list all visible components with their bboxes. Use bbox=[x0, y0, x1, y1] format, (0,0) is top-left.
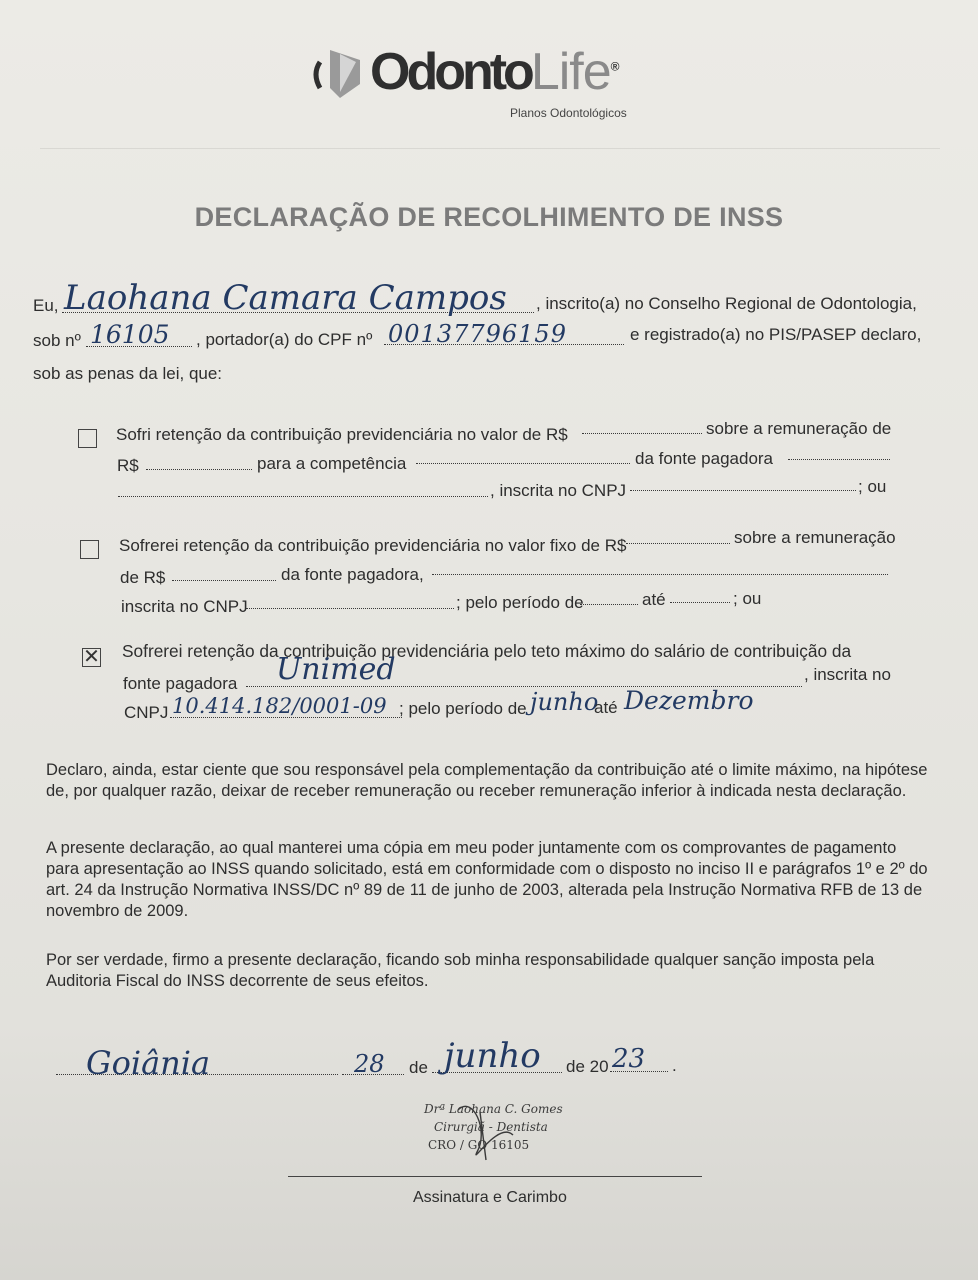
logo-brand-bold: Odonto bbox=[370, 43, 531, 101]
option2-to-line bbox=[670, 602, 730, 603]
option1-checkbox[interactable] bbox=[78, 429, 97, 448]
option2-text-2b: da fonte pagadora, bbox=[281, 565, 424, 584]
document-title: DECLARAÇÃO DE RECOLHIMENTO DE INSS bbox=[194, 202, 784, 232]
logo-tagline: Planos Odontológicos bbox=[510, 106, 627, 120]
intro-eu: Eu, bbox=[33, 296, 59, 315]
signature-line bbox=[288, 1176, 702, 1177]
intro-penas: sob as penas da lei, que: bbox=[33, 364, 223, 383]
option1-text-1b: sobre a remuneração de bbox=[706, 419, 892, 438]
paragraph-conformity bbox=[46, 838, 931, 922]
date-period: . bbox=[672, 1056, 677, 1075]
option2-value-line bbox=[626, 543, 730, 544]
odontolife-logo bbox=[310, 40, 650, 130]
date-de-2: de 20 bbox=[566, 1057, 609, 1076]
option1-text-1a: Sofri retenção da contribuição previdenciária no valor de R$ bbox=[116, 425, 568, 444]
intro-sob: sob nº bbox=[33, 331, 81, 350]
option3-text-2a: fonte pagadora bbox=[123, 674, 238, 693]
logo-brand-light: Life bbox=[530, 43, 611, 101]
paragraph-text: Por ser verdade, firmo a presente declaração, ficando sob minha responsabilidade qualquer sanção imposta pela Auditoria Fiscal do INSS decorrente de seus efeitos. bbox=[46, 951, 875, 990]
paragraph-truth bbox=[46, 950, 936, 992]
intro-inscrito: , inscrito(a) no Conselho Regional de Odontologia, bbox=[536, 294, 917, 313]
option3-text-3c: até bbox=[594, 698, 618, 717]
option1-cnpj-line bbox=[630, 490, 856, 491]
option2-text-3a: inscrita no CNPJ bbox=[121, 597, 248, 616]
option1-text-2b: para a competência bbox=[257, 454, 407, 473]
signature-scribble bbox=[418, 1090, 558, 1164]
year-handwritten: 23 bbox=[612, 1044, 646, 1074]
option1-text-3b: ; ou bbox=[858, 477, 887, 496]
option1-payer-line bbox=[788, 459, 890, 460]
option1-text-3a: , inscrita no CNPJ bbox=[490, 481, 627, 500]
day-handwritten: 28 bbox=[354, 1050, 385, 1078]
cnpj-handwritten: 10.414.182/0001-09 bbox=[172, 694, 387, 718]
paragraph-text: Declaro, ainda, estar ciente que sou responsável pela complementação da contribuição até o limite máximo, na hipótese de, por qualquer razão, deixar de receber remuneração ou receber remuneração inferior à indicada nesta declaração. bbox=[46, 761, 928, 800]
payer-handwritten: Unimed bbox=[276, 652, 396, 687]
month-handwritten: junho bbox=[444, 1036, 541, 1076]
option2-remuneration-line bbox=[172, 580, 276, 581]
option2-text-3b: ; pelo período de bbox=[456, 593, 584, 612]
stamp-profession: Cirurgiã - Dentista bbox=[434, 1120, 548, 1134]
cro-number-handwritten: 16105 bbox=[90, 320, 170, 349]
stamp-cro: CRO / GO 16105 bbox=[428, 1138, 530, 1152]
option2-text-1a: Sofrerei retenção da contribuição previdenciária no valor fixo de R$ bbox=[119, 536, 627, 555]
option3-text-2b: , inscrita no bbox=[804, 665, 891, 684]
header-divider bbox=[40, 148, 940, 149]
logo-wordmark bbox=[370, 42, 620, 102]
paragraph-text: A presente declaração, ao qual manterei uma cópia em meu poder juntamente com os comprovantes de pagamento para apresentação ao INSS quando solicitado, está em conformidade com o disposto no inciso II e parágrafos 1º e 2º do art. 24 da Instrução Normativa INSS/DC nº 89 de 11 de junho de 2003, alterada pela Instrução Normativa RFB de 13 de novembro de 2009. bbox=[46, 839, 928, 920]
intro-portador: , portador(a) do CPF nº bbox=[196, 330, 373, 349]
option1-remuneration-line bbox=[146, 469, 252, 470]
option2-checkbox[interactable] bbox=[80, 540, 99, 559]
option3-text-3b: ; pelo período de bbox=[399, 699, 527, 718]
option2-text-3d: ; ou bbox=[733, 589, 762, 608]
checkmark-x-icon: ✕ bbox=[83, 646, 100, 668]
logo-registered-mark: ® bbox=[610, 59, 620, 74]
option2-text-1b: sobre a remuneração bbox=[734, 528, 896, 547]
option1-text-2c: da fonte pagadora bbox=[635, 449, 774, 468]
option2-text-3c: até bbox=[642, 590, 666, 609]
cpf-handwritten: 00137796159 bbox=[388, 320, 567, 348]
city-handwritten: Goiânia bbox=[86, 1044, 211, 1082]
logo-mark-icon bbox=[310, 44, 370, 104]
paragraph-complementation bbox=[46, 760, 931, 802]
date-de-1: de bbox=[409, 1058, 428, 1077]
option2-cnpj-line bbox=[246, 608, 454, 609]
option1-text-2a: R$ bbox=[117, 456, 139, 475]
option1-payer-line-2 bbox=[118, 496, 488, 497]
option1-value-line bbox=[582, 433, 702, 434]
option2-from-line bbox=[580, 604, 638, 605]
option3-text-3a: CNPJ bbox=[124, 703, 169, 722]
name-handwritten: Laohana Camara Campos bbox=[64, 278, 507, 318]
period-from-handwritten: junho bbox=[530, 688, 599, 716]
signature-label: Assinatura e Carimbo bbox=[413, 1189, 567, 1206]
intro-registrado: e registrado(a) no PIS/PASEP declaro, bbox=[630, 325, 922, 344]
option3-checkbox[interactable] bbox=[82, 648, 101, 667]
option2-payer-line bbox=[432, 574, 888, 575]
option2-text-2a: de R$ bbox=[120, 568, 166, 587]
option1-competencia-line bbox=[416, 463, 630, 464]
stamp-name: Drª Laohana C. Gomes bbox=[424, 1102, 563, 1116]
option3-text-1: Sofrerei retenção da contribuição previdenciária pelo teto máximo do salário de contribuição da bbox=[122, 641, 852, 661]
period-to-handwritten: Dezembro bbox=[624, 686, 754, 715]
